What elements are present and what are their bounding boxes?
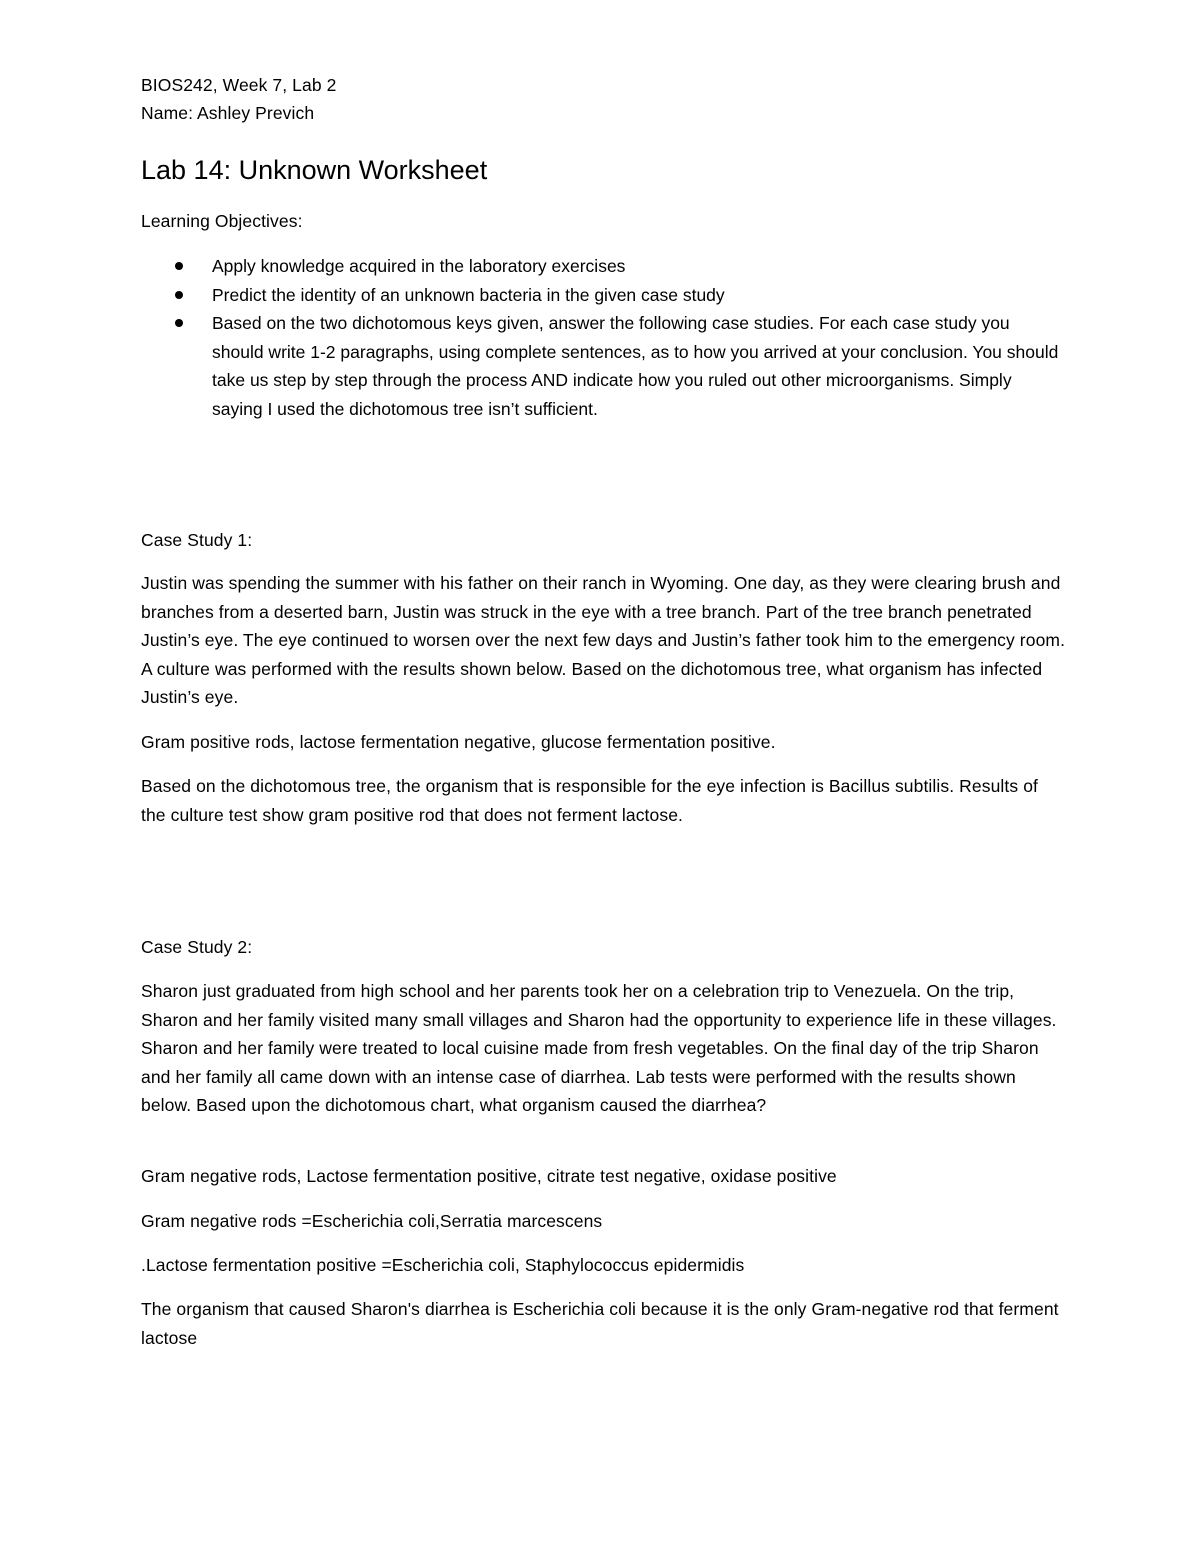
- page-title: Lab 14: Unknown Worksheet: [141, 155, 488, 185]
- bullet-icon: [175, 262, 183, 270]
- case1-results: Gram positive rods, lactose fermentation negative, glucose fermentation positive.: [141, 732, 776, 752]
- case1-answer: Based on the dichotomous tree, the organism that is responsible for the eye infection is Bacillus subtilis. Results of the culture test show gram positive rod that does not ferment lactose.: [141, 776, 1038, 825]
- case2-step2: .Lactose fermentation positive =Escherichia coli, Staphylococcus epidermidis: [141, 1255, 745, 1275]
- objectives-heading: Learning Objectives:: [141, 211, 303, 231]
- objective-text: Apply knowledge acquired in the laboratory exercises: [212, 256, 626, 276]
- case1-scenario: Justin was spending the summer with his father on their ranch in Wyoming. One day, as they were clearing brush and branches from a deserted barn, Justin was struck in the eye with a tree branch. Part of the tree branch penetrated Justin’s eye. The eye continued to worsen over the next few days and Justin’s father took him to the emergency room. A culture was performed with the results shown below. Based on the dichotomous tree, what organism has infected Justin’s eye.: [141, 573, 1066, 707]
- bullet-icon: [175, 291, 183, 299]
- objective-item: [141, 309, 1066, 423]
- objective-text: Based on the two dichotomous keys given, answer the following case studies. For each case study you should write 1-2 paragraphs, using complete sentences, as to how you arrived at your conclusion. You should take us step by step through the process AND indicate how you ruled out other microorganisms. Simply saying I used the dichotomous tree isn’t sufficient.: [212, 313, 1059, 419]
- case2-step1: Gram negative rods =Escherichia coli,Serratia marcescens: [141, 1211, 603, 1231]
- case1-heading: Case Study 1:: [141, 530, 253, 550]
- case2-heading: Case Study 2:: [141, 937, 253, 957]
- case2-answer: The organism that caused Sharon's diarrhea is Escherichia coli because it is the only Gram-negative rod that ferment lactose: [141, 1299, 1059, 1348]
- bullet-icon: [175, 319, 183, 327]
- objectives-list: [141, 252, 1066, 423]
- objective-item: [141, 252, 1066, 281]
- course-line: BIOS242, Week 7, Lab 2: [141, 75, 337, 95]
- student-name: Name: Ashley Previch: [141, 103, 315, 123]
- case2-scenario: Sharon just graduated from high school and her parents took her on a celebration trip to Venezuela. On the trip, Sharon and her family visited many small villages and Sharon had the opportunity to experience life in these villages. Sharon and her family were treated to local cuisine made from fresh vegetables. On the final day of the trip Sharon and her family all came down with an intense case of diarrhea. Lab tests were performed with the results shown below. Based upon the dichotomous chart, what organism caused the diarrhea?: [141, 981, 1057, 1115]
- case2-results: Gram negative rods, Lactose fermentation positive, citrate test negative, oxidase positive: [141, 1166, 837, 1186]
- objective-text: Predict the identity of an unknown bacteria in the given case study: [212, 284, 725, 305]
- objective-item: [141, 281, 1066, 310]
